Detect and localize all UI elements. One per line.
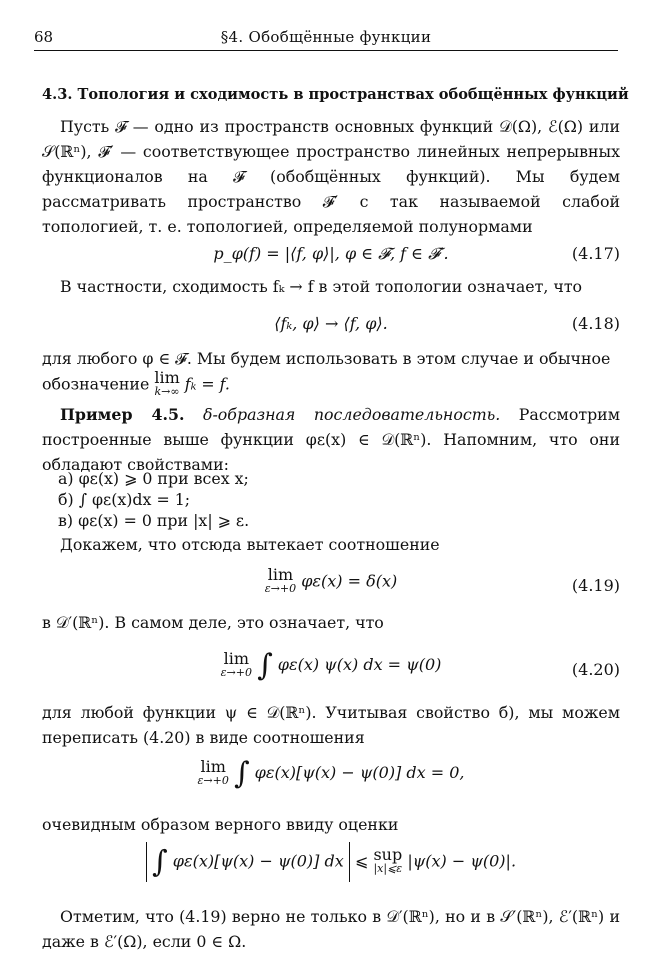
example-paragraph: [42, 402, 620, 477]
equation-4-17: [42, 244, 620, 276]
equation-4-18: [42, 314, 620, 346]
abs-bar-right: [349, 842, 350, 882]
example-title: δ-образная последовательность.: [202, 405, 501, 424]
example-label: Пример 4.5.: [60, 405, 185, 424]
equation-4-17-formula: p_φ(f) = |⟨f, φ⟩|, φ ∈ 𝓕, f ∈ 𝓕′.: [213, 244, 449, 263]
limit-k-subscript: k→∞: [154, 385, 180, 398]
integral-sign-2: ∫: [233, 756, 250, 791]
equation-estimate-formula: [42, 842, 620, 882]
paragraph-prove: Докажем, что отсюда вытекает соотношение: [60, 535, 440, 554]
notation-prefix: обозначение: [42, 374, 150, 394]
equation-unnumbered: [42, 756, 620, 802]
equation-4-19-number: (4.19): [571, 576, 620, 595]
paragraph-convergence: В частности, сходимость fₖ → f в этой топологии означает, что: [60, 277, 583, 296]
equation-estimate: [42, 842, 620, 892]
estimate-rhs: |ψ(x) − ψ(0)|.: [407, 851, 517, 871]
paragraph-estimate: очевидным образом верного ввиду оценки: [42, 815, 399, 834]
page-number: 68: [34, 28, 54, 46]
property-list: [58, 468, 249, 531]
section-heading: 4.3. Топология и сходимость в пространствах обобщённых функций: [42, 86, 629, 103]
paragraph-remark: Отметим, что (4.19) верно не только в 𝒟′(ℝⁿ), но и в 𝒮′(ℝⁿ), ℰ′(ℝⁿ) и даже в ℰ′(Ω), если 0 ∈ Ω.: [42, 907, 620, 951]
limit-operator-eps: [264, 565, 297, 596]
limit-operator-k: [154, 368, 180, 399]
equation-4-19-formula: [42, 565, 620, 596]
paragraph-notation: [42, 368, 620, 399]
property-c: в) φε(x) = 0 при |x| ⩾ ε.: [58, 511, 250, 530]
equation-4-19: [42, 565, 620, 608]
paragraph-intro: Пусть 𝓕 — одно из пространств основных функций 𝒟(Ω), ℰ(Ω) или 𝒮(ℝⁿ), 𝓕′ — соответствующее пространство линейных непрерывных функционалов на 𝓕 (обобщённых функций). Мы будем рассматривать пространство 𝓕′ с так называемой слабой топологией, т. е. топологией, определяемой полунормами: [42, 117, 620, 236]
limit-operator-eps-3: [197, 756, 229, 788]
estimate-lhs: φε(x)[ψ(x) − ψ(0)] dx: [172, 851, 344, 871]
running-title: §4. Обобщённые функции: [220, 28, 432, 46]
limit-eps-subscript: ε→+0: [264, 582, 297, 595]
integral-sign: ∫: [257, 648, 273, 683]
limit-operator-eps-2: [220, 648, 252, 680]
property-b: б) ∫ φε(x)dx = 1;: [58, 490, 191, 509]
paragraph-any-psi: для любой функции ψ ∈ 𝒟(ℝⁿ). Учитывая свойство б), мы можем переписать (4.20) в виде соотношения: [42, 703, 620, 747]
equation-4-20-number: (4.20): [571, 660, 620, 679]
sup-subscript: |x|⩽ε: [373, 862, 403, 875]
example-text: Рассмотрим построенные выше функции φε(x) ∈ 𝒟(ℝⁿ). Напомним, что они обладают свойствами:: [42, 405, 621, 474]
paragraph-in-d-prime: в 𝒟′(ℝⁿ). В самом деле, это означает, что: [42, 613, 384, 632]
sup-operator: [373, 845, 403, 876]
equation-4-18-formula: ⟨fₖ, φ⟩ → ⟨f, φ⟩.: [274, 314, 388, 333]
notation-suffix: fₖ = f.: [184, 374, 230, 394]
equation-4-20: [42, 648, 620, 694]
limit-eps-label: lim: [267, 565, 294, 584]
equation-4-18-number: (4.18): [571, 314, 620, 333]
equation-unnumbered-body: φε(x)[ψ(x) − ψ(0)] dx = 0,: [254, 763, 465, 782]
limit-eps3-subscript: ε→+0: [197, 773, 229, 787]
limit-eps3-label: lim: [200, 756, 226, 776]
paragraph-for-any-phi: для любого φ ∈ 𝓕. Мы будем использовать в этом случае и обычное: [42, 349, 611, 368]
integral-sign-3: ∫: [152, 844, 168, 880]
limit-k-label: lim: [154, 368, 180, 387]
equation-4-20-body: φε(x) ψ(x) dx = ψ(0): [277, 655, 442, 674]
equation-4-19-body: φε(x) = δ(x): [301, 571, 398, 591]
abs-bar-left: [146, 842, 147, 882]
estimate-leq: ⩽: [354, 851, 369, 871]
limit-eps2-label: lim: [223, 648, 249, 668]
sup-label: sup: [373, 845, 403, 864]
running-header: [34, 26, 618, 51]
limit-eps2-subscript: ε→+0: [220, 665, 252, 679]
equation-4-20-formula: [42, 648, 620, 683]
equation-4-17-number: (4.17): [571, 244, 620, 263]
equation-unnumbered-formula: [42, 756, 620, 791]
property-a: а) φε(x) ⩾ 0 при всех x;: [58, 469, 249, 488]
